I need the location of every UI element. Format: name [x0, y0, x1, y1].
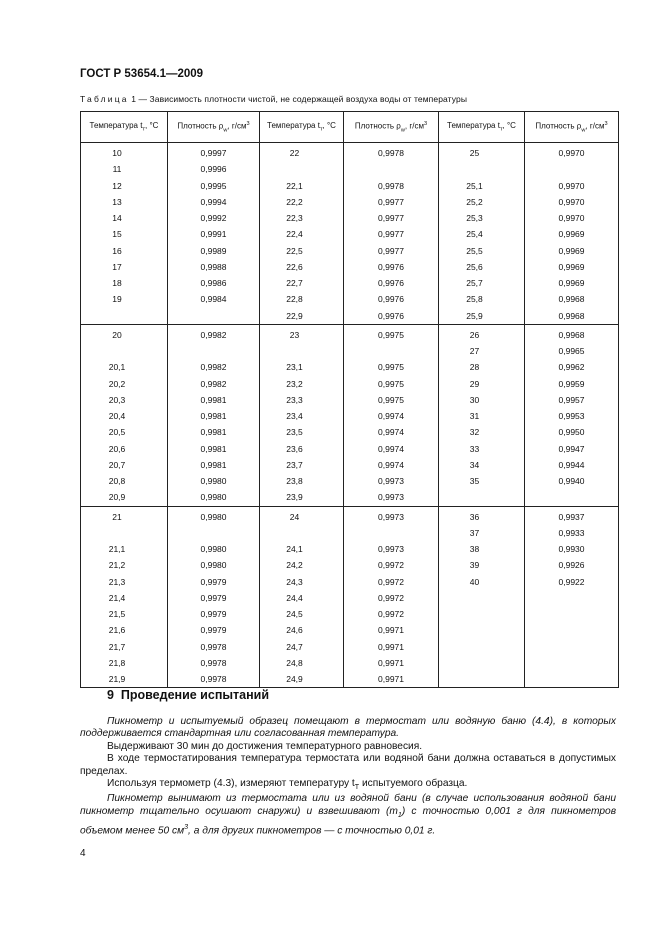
table-row [81, 473, 619, 489]
table-row [81, 541, 619, 557]
header-temperature: Температура $t_т$, °С [260, 112, 344, 143]
density-cell [525, 639, 619, 655]
density-cell: 0,9965 [525, 343, 619, 359]
density-cell: 0,9979 [168, 622, 260, 638]
table-row [81, 639, 619, 655]
table-row [81, 161, 619, 177]
temperature-cell: 20,4 [81, 408, 168, 424]
temperature-cell [260, 343, 344, 359]
temperature-cell: 20,5 [81, 424, 168, 440]
density-cell [344, 343, 439, 359]
temperature-cell: 23,6 [260, 441, 344, 457]
temperature-cell: 21,3 [81, 574, 168, 590]
density-cell: 0,9970 [525, 143, 619, 162]
density-cell: 0,9997 [168, 143, 260, 162]
density-cell: 0,9978 [168, 671, 260, 688]
density-cell: 0,9947 [525, 441, 619, 457]
temperature-cell: 21,8 [81, 655, 168, 671]
density-cell: 0,9977 [344, 210, 439, 226]
temperature-cell: 24,6 [260, 622, 344, 638]
temperature-cell: 24,9 [260, 671, 344, 688]
temperature-cell: 23,4 [260, 408, 344, 424]
temperature-cell: 25,4 [439, 226, 525, 242]
density-cell: 0,9984 [168, 291, 260, 307]
temperature-cell: 25,2 [439, 194, 525, 210]
table-caption-text: 1 — Зависимость плотности чистой, не содержащей воздуха воды от температуры [128, 94, 468, 104]
density-cell: 0,9974 [344, 408, 439, 424]
density-cell: 0,9971 [344, 671, 439, 688]
temperature-cell: 40 [439, 574, 525, 590]
temperature-cell [81, 343, 168, 359]
temperature-cell: 21,4 [81, 590, 168, 606]
density-cell: 0,9959 [525, 376, 619, 392]
density-cell [525, 655, 619, 671]
header-temperature: Температура $t_т$, °С [81, 112, 168, 143]
density-cell: 0,9976 [344, 259, 439, 275]
density-cell: 0,9975 [344, 359, 439, 375]
density-cell: 0,9982 [168, 376, 260, 392]
density-cell: 0,9962 [525, 359, 619, 375]
density-cell: 0,9989 [168, 243, 260, 259]
temperature-cell: 22,4 [260, 226, 344, 242]
table-row [81, 259, 619, 275]
density-cell: 0,9981 [168, 457, 260, 473]
table-row [81, 457, 619, 473]
density-cell: 0,9970 [525, 210, 619, 226]
density-cell: 0,9992 [168, 210, 260, 226]
temperature-cell: 20,6 [81, 441, 168, 457]
density-cell: 0,9953 [525, 408, 619, 424]
density-cell: 0,9976 [344, 275, 439, 291]
density-cell: 0,9979 [168, 606, 260, 622]
temperature-cell: 22,8 [260, 291, 344, 307]
table-row [81, 590, 619, 606]
temperature-cell: 24,8 [260, 655, 344, 671]
section-body [80, 716, 616, 838]
density-table [80, 111, 619, 688]
temperature-cell: 23,2 [260, 376, 344, 392]
table-caption-label: Таблица [80, 94, 129, 104]
temperature-cell: 27 [439, 343, 525, 359]
density-cell: 0,9980 [168, 541, 260, 557]
density-cell: 0,9971 [344, 622, 439, 638]
table-row [81, 178, 619, 194]
temperature-cell: 13 [81, 194, 168, 210]
density-cell [168, 343, 260, 359]
density-cell: 0,9986 [168, 275, 260, 291]
temperature-cell: 23,9 [260, 489, 344, 506]
density-cell [525, 489, 619, 506]
table-row [81, 359, 619, 375]
table-row [81, 376, 619, 392]
temperature-cell [439, 639, 525, 655]
temperature-cell [81, 308, 168, 325]
temperature-cell: 20,1 [81, 359, 168, 375]
density-cell: 0,9969 [525, 259, 619, 275]
density-cell [344, 525, 439, 541]
density-cell: 0,9995 [168, 178, 260, 194]
temperature-cell: 20,8 [81, 473, 168, 489]
density-cell: 0,9975 [344, 392, 439, 408]
density-cell: 0,9968 [525, 291, 619, 307]
density-cell: 0,9981 [168, 424, 260, 440]
density-cell: 0,9972 [344, 606, 439, 622]
density-cell: 0,9978 [168, 639, 260, 655]
temperature-cell: 21,2 [81, 557, 168, 573]
temperature-cell: 22,9 [260, 308, 344, 325]
density-cell: 0,9978 [344, 143, 439, 162]
temperature-cell: 33 [439, 441, 525, 457]
temperature-cell: 20,2 [81, 376, 168, 392]
temperature-cell: 25 [439, 143, 525, 162]
paragraph: Пикнометр и испытуемый образец помещают в термостат или водяную баню (4.4), в которых поддерживается стандартная или согласованная температура. [80, 716, 616, 740]
density-cell: 0,9979 [168, 574, 260, 590]
density-cell: 0,9971 [344, 655, 439, 671]
temperature-cell: 12 [81, 178, 168, 194]
temperature-cell: 23,1 [260, 359, 344, 375]
temperature-cell: 24,5 [260, 606, 344, 622]
density-cell [168, 308, 260, 325]
table-row [81, 343, 619, 359]
temperature-cell [81, 525, 168, 541]
table-row [81, 655, 619, 671]
document-header: ГОСТ Р 53654.1—2009 [80, 68, 204, 80]
temperature-cell: 23,3 [260, 392, 344, 408]
temperature-cell: 29 [439, 376, 525, 392]
temperature-cell: 25,3 [439, 210, 525, 226]
temperature-cell: 22,5 [260, 243, 344, 259]
density-cell [525, 606, 619, 622]
table-row [81, 424, 619, 440]
density-cell: 0,9930 [525, 541, 619, 557]
temperature-cell: 25,5 [439, 243, 525, 259]
temperature-cell: 23 [260, 324, 344, 343]
paragraph: Используя термометр (4.3), измеряют температуру $t_T$ испытуемого образца. [107, 778, 468, 792]
density-cell [168, 525, 260, 541]
density-cell: 0,9973 [344, 506, 439, 525]
section-title: 9 Проведение испытаний [107, 688, 270, 702]
temperature-cell: 18 [81, 275, 168, 291]
page-number: 4 [80, 848, 86, 859]
temperature-cell: 11 [81, 161, 168, 177]
density-cell [525, 590, 619, 606]
density-cell: 0,9977 [344, 243, 439, 259]
density-cell: 0,9973 [344, 541, 439, 557]
temperature-cell: 22,1 [260, 178, 344, 194]
density-cell: 0,9981 [168, 408, 260, 424]
temperature-cell: 37 [439, 525, 525, 541]
temperature-cell: 23,7 [260, 457, 344, 473]
temperature-cell: 39 [439, 557, 525, 573]
density-cell: 0,9957 [525, 392, 619, 408]
temperature-cell: 24,4 [260, 590, 344, 606]
density-cell: 0,9979 [168, 590, 260, 606]
density-cell: 0,9994 [168, 194, 260, 210]
table-row [81, 275, 619, 291]
temperature-cell [439, 671, 525, 688]
table-header-row [81, 112, 619, 143]
table-row [81, 622, 619, 638]
temperature-cell: 21,1 [81, 541, 168, 557]
temperature-cell: 20,9 [81, 489, 168, 506]
table-row [81, 606, 619, 622]
temperature-cell: 25,9 [439, 308, 525, 325]
paragraph: В ходе термостатирования температура термостата или водяной бани должна оставаться в допустимых пределах. [80, 753, 616, 777]
temperature-cell: 23,8 [260, 473, 344, 489]
density-cell: 0,9976 [344, 308, 439, 325]
temperature-cell [439, 161, 525, 177]
temperature-cell: 17 [81, 259, 168, 275]
temperature-cell: 24,3 [260, 574, 344, 590]
table-row [81, 506, 619, 525]
density-cell: 0,9974 [344, 441, 439, 457]
header-density: Плотность $\rho_w$, $г/см^3$ [525, 112, 619, 143]
temperature-cell: 31 [439, 408, 525, 424]
temperature-cell: 24,7 [260, 639, 344, 655]
density-cell: 0,9980 [168, 506, 260, 525]
temperature-cell: 23,5 [260, 424, 344, 440]
temperature-cell: 10 [81, 143, 168, 162]
temperature-cell: 22 [260, 143, 344, 162]
temperature-cell: 25,6 [439, 259, 525, 275]
density-cell: 0,9982 [168, 359, 260, 375]
temperature-cell: 20 [81, 324, 168, 343]
temperature-cell [439, 606, 525, 622]
density-cell: 0,9976 [344, 291, 439, 307]
density-cell: 0,9988 [168, 259, 260, 275]
density-cell: 0,9926 [525, 557, 619, 573]
density-cell: 0,9922 [525, 574, 619, 590]
temperature-cell: 22,7 [260, 275, 344, 291]
density-cell: 0,9968 [525, 324, 619, 343]
density-cell: 0,9969 [525, 243, 619, 259]
density-cell: 0,9970 [525, 178, 619, 194]
density-cell: 0,9974 [344, 457, 439, 473]
density-cell: 0,9991 [168, 226, 260, 242]
temperature-cell: 21,6 [81, 622, 168, 638]
density-cell: 0,9968 [525, 308, 619, 325]
density-cell: 0,9978 [168, 655, 260, 671]
temperature-cell: 34 [439, 457, 525, 473]
table-row [81, 291, 619, 307]
density-cell: 0,9980 [168, 489, 260, 506]
density-cell: 0,9974 [344, 424, 439, 440]
header-density: Плотность $\rho_w$, $г/см^3$ [168, 112, 260, 143]
temperature-cell: 21,9 [81, 671, 168, 688]
temperature-cell: 24 [260, 506, 344, 525]
temperature-cell: 28 [439, 359, 525, 375]
density-cell [344, 161, 439, 177]
temperature-cell: 32 [439, 424, 525, 440]
temperature-cell: 25,7 [439, 275, 525, 291]
density-cell: 0,9996 [168, 161, 260, 177]
table-row [81, 324, 619, 343]
table-row [81, 557, 619, 573]
density-cell [525, 622, 619, 638]
table-row [81, 671, 619, 688]
temperature-cell: 21,7 [81, 639, 168, 655]
density-cell: 0,9980 [168, 473, 260, 489]
temperature-cell: 21 [81, 506, 168, 525]
table-caption [80, 94, 467, 104]
temperature-cell [439, 655, 525, 671]
temperature-cell [260, 161, 344, 177]
table-row [81, 525, 619, 541]
table-row [81, 392, 619, 408]
density-cell: 0,9971 [344, 639, 439, 655]
density-cell: 0,9970 [525, 194, 619, 210]
density-cell: 0,9980 [168, 557, 260, 573]
density-cell: 0,9977 [344, 194, 439, 210]
table-row [81, 243, 619, 259]
density-cell: 0,9975 [344, 324, 439, 343]
temperature-cell: 20,3 [81, 392, 168, 408]
temperature-cell [260, 525, 344, 541]
density-cell: 0,9969 [525, 226, 619, 242]
temperature-cell [439, 590, 525, 606]
density-cell: 0,9982 [168, 324, 260, 343]
density-cell: 0,9975 [344, 376, 439, 392]
density-cell: 0,9972 [344, 590, 439, 606]
density-cell: 0,9944 [525, 457, 619, 473]
temperature-cell: 20,7 [81, 457, 168, 473]
density-cell: 0,9937 [525, 506, 619, 525]
temperature-cell [439, 622, 525, 638]
temperature-cell: 16 [81, 243, 168, 259]
temperature-cell: 22,3 [260, 210, 344, 226]
table-row [81, 574, 619, 590]
temperature-cell: 38 [439, 541, 525, 557]
density-cell: 0,9940 [525, 473, 619, 489]
temperature-cell: 19 [81, 291, 168, 307]
table-row [81, 441, 619, 457]
table-row [81, 408, 619, 424]
temperature-cell: 24,2 [260, 557, 344, 573]
density-cell: 0,9978 [344, 178, 439, 194]
temperature-cell: 36 [439, 506, 525, 525]
temperature-cell: 21,5 [81, 606, 168, 622]
table-row [81, 226, 619, 242]
temperature-cell [439, 489, 525, 506]
temperature-cell: 14 [81, 210, 168, 226]
paragraph: Выдерживают 30 мин до достижения температурного равновесия. [107, 740, 423, 752]
header-density: Плотность $\rho_w$, $г/см^3$ [344, 112, 439, 143]
density-cell: 0,9973 [344, 489, 439, 506]
density-cell: 0,9981 [168, 392, 260, 408]
paragraph: Пикнометр вынимают из термостата или из водяной бани (в случае использования водяной бани пикнометр тщательно осушают снаружи) и взвешивают $(m_1)$ с точностью 0,001 г для пикнометров объемом менее 50 $см^3$, а для других пикнометров — с точностью 0,01 г. [80, 793, 617, 837]
density-cell: 0,9977 [344, 226, 439, 242]
temperature-cell: 26 [439, 324, 525, 343]
temperature-cell: 22,2 [260, 194, 344, 210]
density-cell: 0,9969 [525, 275, 619, 291]
temperature-cell: 15 [81, 226, 168, 242]
density-cell: 0,9973 [344, 473, 439, 489]
temperature-cell: 24,1 [260, 541, 344, 557]
table-row [81, 308, 619, 325]
density-cell: 0,9981 [168, 441, 260, 457]
temperature-cell: 25,1 [439, 178, 525, 194]
table-row [81, 489, 619, 506]
density-cell [525, 161, 619, 177]
density-cell: 0,9972 [344, 574, 439, 590]
table-row [81, 194, 619, 210]
table-row [81, 143, 619, 162]
density-cell: 0,9950 [525, 424, 619, 440]
density-cell [525, 671, 619, 688]
temperature-cell: 22,6 [260, 259, 344, 275]
header-temperature: Температура $t_т$, °С [439, 112, 525, 143]
temperature-cell: 25,8 [439, 291, 525, 307]
table-row [81, 210, 619, 226]
temperature-cell: 30 [439, 392, 525, 408]
density-cell: 0,9933 [525, 525, 619, 541]
temperature-cell: 35 [439, 473, 525, 489]
density-cell: 0,9972 [344, 557, 439, 573]
